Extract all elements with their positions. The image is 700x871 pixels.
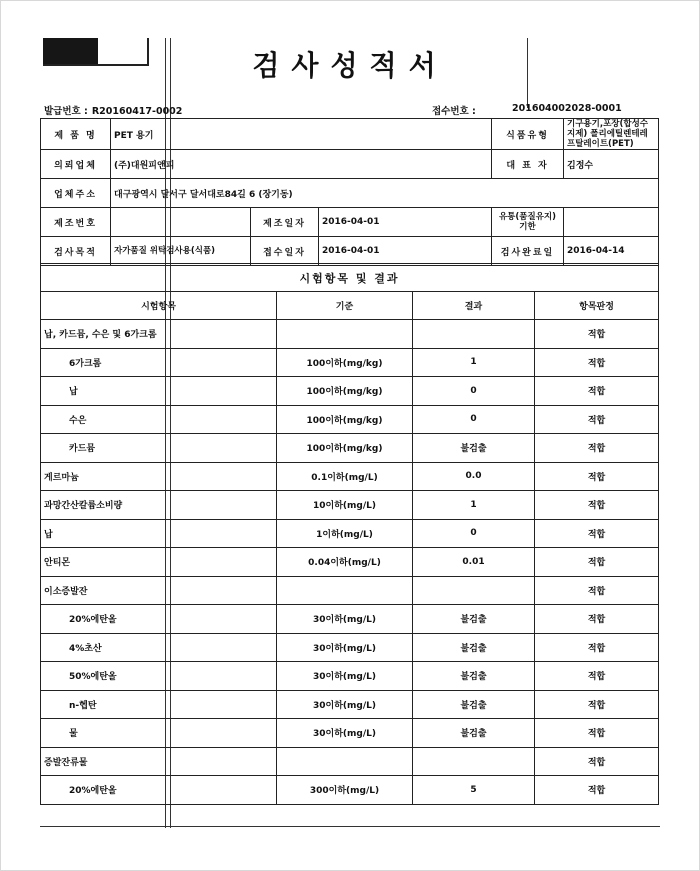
result-standard: 100이하(mg/kg) [277,434,413,463]
complete-date-label: 검사완료일 [492,237,564,266]
info-table [40,118,659,266]
product-label: 제 품 명 [41,119,111,150]
header-result: 결과 [413,292,535,320]
redacted-block [43,38,98,64]
result-value: 0 [413,405,535,434]
result-judgement: 적합 [535,405,659,434]
result-value: 1 [413,491,535,520]
result-item: 납, 카드뮴, 수은 및 6가크롬 [41,320,277,349]
result-value [413,747,535,776]
result-standard: 300이하(mg/L) [277,776,413,805]
result-standard: 1이하(mg/L) [277,519,413,548]
result-item: 카드뮴 [41,434,277,463]
result-item: 납 [41,519,277,548]
result-judgement: 적합 [535,519,659,548]
result-judgement: 적합 [535,605,659,634]
result-judgement: 적합 [535,491,659,520]
result-standard: 0.1이하(mg/L) [277,462,413,491]
table-row [41,633,659,662]
table-row [41,348,659,377]
result-item: 안티몬 [41,548,277,577]
result-standard [277,576,413,605]
address-value: 대구광역시 달서구 달서대로84길 6 (장기동) [111,179,659,208]
result-value: 0 [413,377,535,406]
result-judgement: 적합 [535,776,659,805]
result-judgement: 적합 [535,576,659,605]
result-judgement: 적합 [535,320,659,349]
result-value: 불검출 [413,690,535,719]
receipt-date-label: 접수일자 [251,237,319,266]
result-judgement: 적합 [535,747,659,776]
result-item: 4%초산 [41,633,277,662]
result-standard: 0.04이하(mg/L) [277,548,413,577]
result-item: 납 [41,377,277,406]
table-row [41,719,659,748]
table-row [41,434,659,463]
result-item: 물 [41,719,277,748]
result-value: 불검출 [413,662,535,691]
food-type-label: 식품유형 [492,119,564,150]
table-row [41,491,659,520]
table-row [41,320,659,349]
result-standard: 100이하(mg/kg) [277,348,413,377]
result-standard: 30이하(mg/L) [277,662,413,691]
result-standard [277,320,413,349]
result-item: 증발잔류물 [41,747,277,776]
result-item: 수은 [41,405,277,434]
result-value: 불검출 [413,605,535,634]
address-label: 업체주소 [41,179,111,208]
results-section-title: 시험항목 및 결과 [41,264,659,292]
result-value: 5 [413,776,535,805]
purpose-value: 자가품질 위탁검사용(식품) [111,237,251,266]
result-standard: 30이하(mg/L) [277,605,413,634]
result-standard: 10이하(mg/L) [277,491,413,520]
document-title: 검사성적서 [252,49,448,82]
result-value: 1 [413,348,535,377]
receipt-date-value: 2016-04-01 [319,237,492,266]
result-judgement: 적합 [535,434,659,463]
result-value: 불검출 [413,633,535,662]
header-standard: 기준 [277,292,413,320]
table-row [41,377,659,406]
result-value: 0.0 [413,462,535,491]
result-item: n-헵탄 [41,690,277,719]
food-type-value: 기구용기,포장(합성수지제) 폴리에틸렌테레프탈레이트(PET) [564,119,659,150]
result-standard [277,747,413,776]
result-item: 20%에탄올 [41,605,277,634]
results-table [40,263,659,805]
expiry-label: 유통(품질유지)기한 [492,208,564,237]
expiry-value [564,208,659,237]
receipt-number-label: 접수번호 : [432,106,476,117]
result-standard: 30이하(mg/L) [277,690,413,719]
client-value: (주)대원피앤피 [111,150,492,179]
result-value: 불검출 [413,719,535,748]
result-judgement: 적합 [535,377,659,406]
issue-number-value: R20160417-0002 [91,106,183,117]
representative-label: 대 표 자 [492,150,564,179]
issue-number [44,103,186,117]
result-value: 0.01 [413,548,535,577]
result-judgement: 적합 [535,662,659,691]
result-standard: 30이하(mg/L) [277,633,413,662]
table-row [41,605,659,634]
table-row [41,662,659,691]
result-value: 불검출 [413,434,535,463]
mfg-number-value [111,208,251,237]
result-item: 과망간산칼륨소비량 [41,491,277,520]
result-item: 6가크롬 [41,348,277,377]
mfg-date-label: 제조일자 [251,208,319,237]
header-judgement: 항목판정 [535,292,659,320]
complete-date-value: 2016-04-14 [564,237,659,266]
table-row [41,776,659,805]
result-value: 0 [413,519,535,548]
result-item: 게르마늄 [41,462,277,491]
result-judgement: 적합 [535,462,659,491]
receipt-number [432,103,480,117]
result-judgement: 적합 [535,548,659,577]
mfg-number-label: 제조번호 [41,208,111,237]
table-row [41,690,659,719]
table-row [41,747,659,776]
result-judgement: 적합 [535,633,659,662]
result-item: 50%에탄올 [41,662,277,691]
table-row [41,519,659,548]
table-row [41,405,659,434]
result-judgement: 적합 [535,719,659,748]
result-item: 20%에탄올 [41,776,277,805]
result-item: 이소증발잔 [41,576,277,605]
purpose-label: 검사목적 [41,237,111,266]
issue-number-label: 발급번호 : [44,106,88,117]
result-judgement: 적합 [535,690,659,719]
header-item: 시험항목 [41,292,277,320]
result-standard: 100이하(mg/kg) [277,377,413,406]
representative-value: 김정수 [564,150,659,179]
bottom-rule [40,826,660,827]
result-value [413,320,535,349]
result-judgement: 적합 [535,348,659,377]
result-standard: 100이하(mg/kg) [277,405,413,434]
table-row [41,576,659,605]
product-value: PET 용기 [111,119,492,150]
table-row [41,462,659,491]
receipt-number-value: 201604002028-0001 [512,103,622,114]
client-label: 의뢰업체 [41,150,111,179]
mfg-date-value: 2016-04-01 [319,208,492,237]
table-row [41,548,659,577]
result-value [413,576,535,605]
result-standard: 30이하(mg/L) [277,719,413,748]
